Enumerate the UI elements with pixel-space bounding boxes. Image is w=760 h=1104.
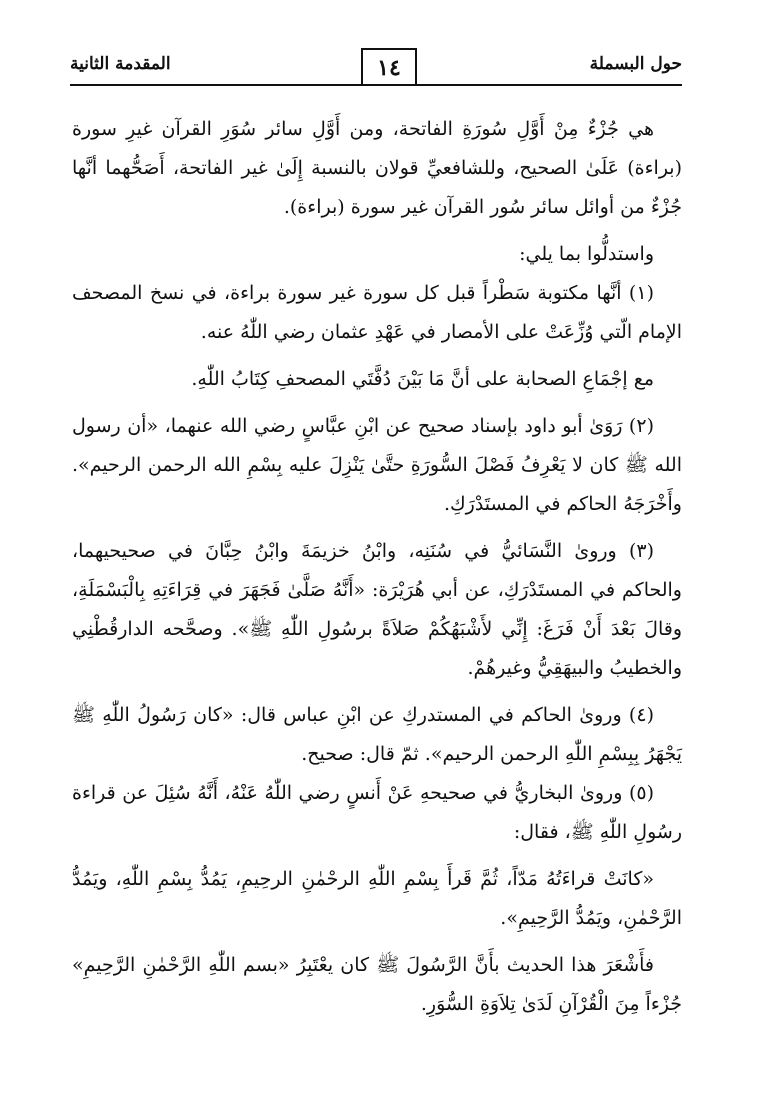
paragraph-consensus: مع إجْمَاعِ الصحابة على أنَّ مَا بَيْنَ دُفَّتَي المصحفِ كِتَابُ اللّٰهِ. [191, 368, 654, 390]
page-body [72, 110, 682, 1032]
paragraph-intro: هي جُزْءٌ مِنْ أَوَّلِ سُورَةِ الفاتحة، ومن أَوَّلِ سائر سُوَرِ القرآن غيرِ سورة (براءة) عَلَىٰ الصحيح، وللشافعيِّ قولان بالنسبة إِلَىٰ غير الفاتحة، أَصَحُّهما أنَّها جُزْءٌ من أوائل سائر سُور القرآن غير سورة (براءة). [72, 118, 682, 218]
paragraph-evidence-2: (٢) رَوَىٰ أبو داود بإسناد صحيح عن ابْنِ عبَّاسٍ رضي الله عنهما، «أن رسول الله ﷺ كان لا يَعْرِفُ فَصْلَ السُّورَةِ حتَّىٰ يَنْزِلَ عليه بِسْمِ الله الرحمن الرحيم». وأَخْرَجَهُ الحاكم في المستَدْرَكِ. [72, 415, 682, 515]
paragraph-conclusion: فأَشْعَرَ هذا الحديث بأَنَّ الرَّسُولَ ﷺ كان يعْتَبِرُ «بسم اللّٰهِ الرَّحْمٰنِ الرَّحِيمِ» جُزْءاً مِنَ الْقُرْآنِ لَدَىٰ تِلاَوَةِ السُّوَرِ. [72, 954, 682, 1015]
page-header [70, 48, 682, 90]
paragraph-hadith-quote: «كانَتْ قراءَتُهُ مَدّاً، ثُمَّ قَرأَ بِسْمِ اللّٰهِ الرحْمٰنِ الرحِيمِ، يَمُدُّ بِسْمِ اللّٰهِ، ويَمُدُّ الرَّحْمٰنِ، ويَمُدُّ الرَّحِيمِ». [72, 868, 682, 929]
paragraph-evidence-3: (٣) وروىٰ النَّسَائيُّ في سُنَنِه، وابْنُ خزيمَةَ وابْنُ حِبَّانَ في صحيحيهما، والحاكم في المستَدْرَكِ، عن أبي هُرَيْرَة: «أَنَّهُ صَلَّىٰ فَجَهَرَ في قِرَاءَتِهِ بِالْبَسْمَلَةِ، وقالَ بَعْدَ أَنْ فَرَغَ: إِنِّي لأَشْبَهُكُمْ صَلاَةً برسُولِ اللّٰهِ ﷺ». وصحَّحه الدارقُطْنِي والخطيبُ والبيهَقِيُّ وغيرهُمْ. [72, 540, 682, 679]
paragraph-evidence-5: (٥) وروىٰ البخاريُّ في صحيحهِ عَنْ أَنسٍ رضي اللّٰهُ عَنْهُ، أَنَّهُ سُئِلَ عن قراءة رسُولِ اللّٰهِ ﷺ، فقال: [72, 782, 682, 843]
paragraph-evidence-heading: واستدلُّوا بما يلي: [519, 243, 654, 265]
section-title: المقدمة الثانية [70, 54, 171, 74]
paragraph-evidence-1: (١) أنَّها مكتوبة سَطْراً قبل كل سورة غير سورة براءة، في نسخ المصحف الإمام الّتي وُزِّعَتْ على الأمصار في عَهْدِ عثمان رضي اللّٰهُ عنه. [72, 282, 682, 343]
chapter-title: حول البسملة [589, 54, 682, 74]
paragraph-evidence-4: (٤) وروىٰ الحاكم في المستدركِ عن ابْنِ عباس قال: «كان رَسُولُ اللّٰهِ ﷺ يَجْهَرُ بِبِسْمِ اللّٰهِ الرحمن الرحيم». ثمّ قال: صحيح. [72, 704, 682, 765]
page-number: ١٤ [361, 48, 417, 86]
header-divider [70, 84, 682, 86]
